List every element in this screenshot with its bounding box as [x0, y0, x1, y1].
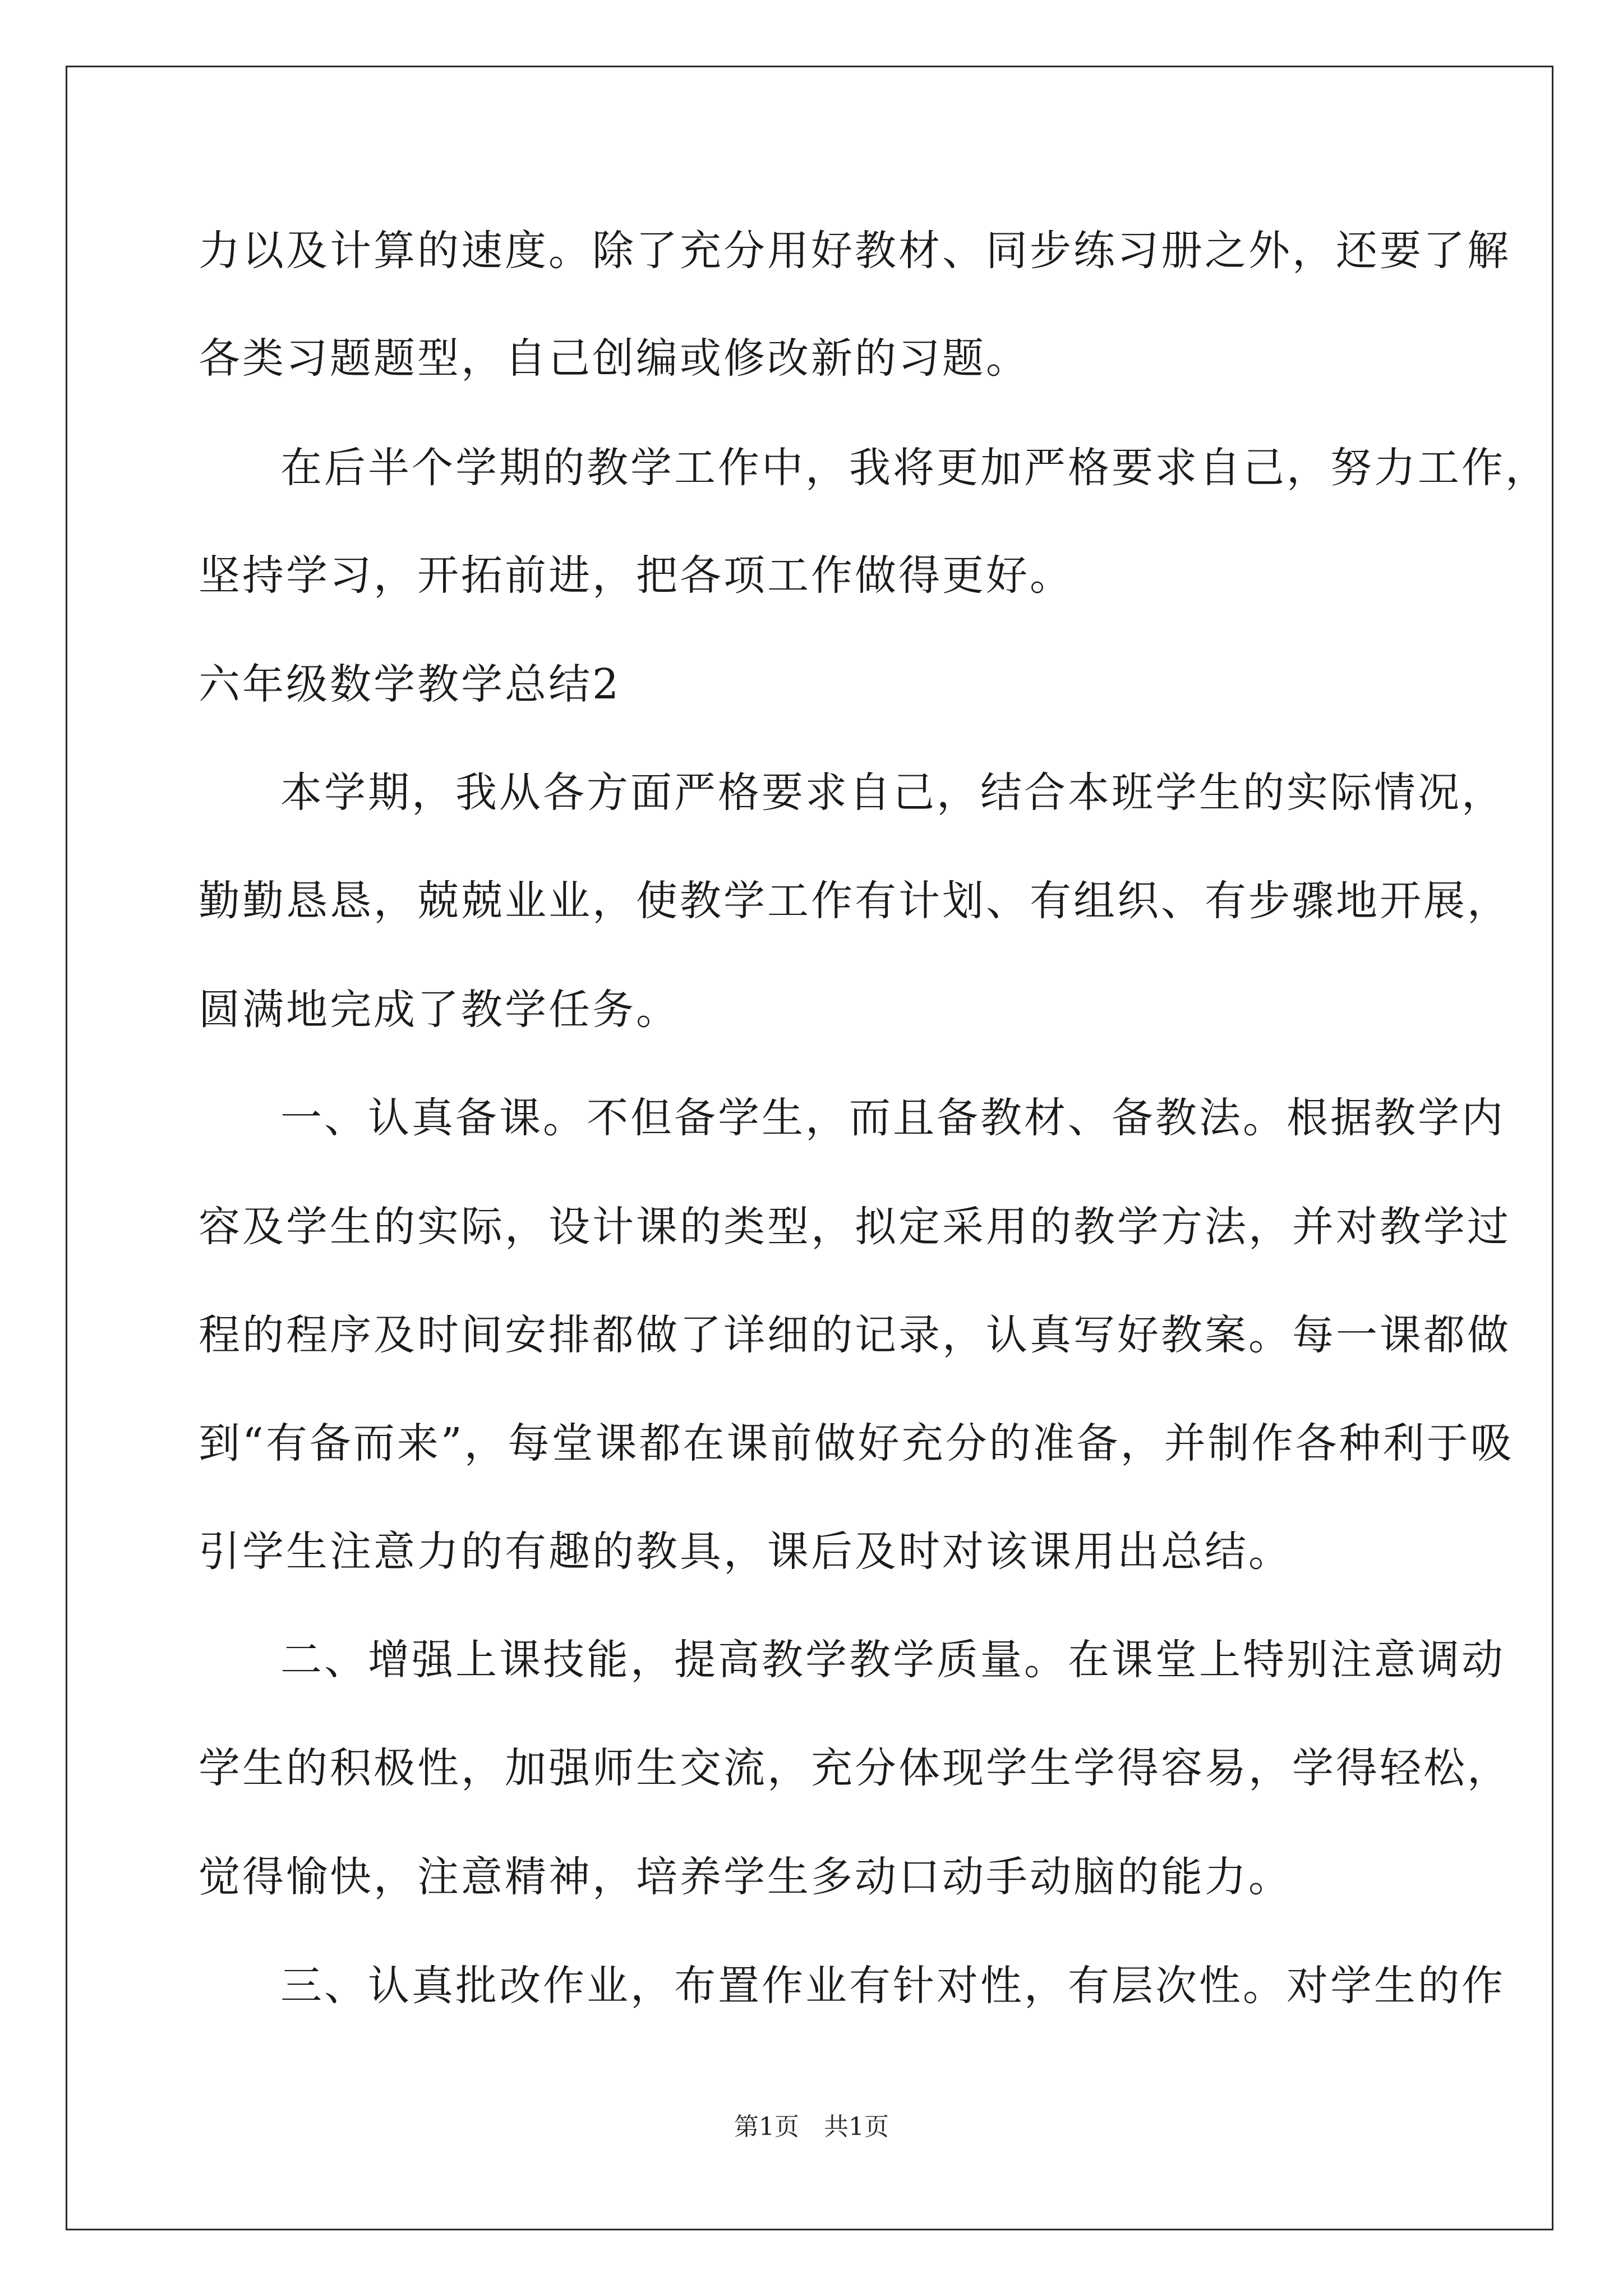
paragraph-line: 勤勤恳恳，兢兢业业，使教学工作有计划、有组织、有步骤地开展， — [199, 877, 1511, 925]
paragraph-line: 引学生注意力的有趣的教具，课后及时对该课用出总结。 — [199, 1527, 1292, 1576]
paragraph-line: 程的程序及时间安排都做了详细的记录，认真写好教案。每一课都做 — [199, 1311, 1511, 1359]
paragraph-line: 二、增强上课技能，提高教学教学质量。在课堂上特别注意调动 — [280, 1636, 1505, 1684]
paragraph-line: 学生的积极性，加强师生交流，充分体现学生学得容易，学得轻松， — [199, 1744, 1511, 1792]
paragraph-line: 容及学生的实际，设计课的类型，拟定采用的教学方法，并对教学过 — [199, 1203, 1511, 1251]
paragraph-line: 到“有备而来”，每堂课都在课前做好充分的准备，并制作各种利于吸 — [199, 1419, 1514, 1467]
paragraph-line: 坚持学习，开拓前进，把各项工作做得更好。 — [199, 551, 1073, 600]
page-footer — [0, 2115, 1623, 2139]
paragraph-line: 一、认真备课。不但备学生，而且备教材、备教法。根据教学内 — [280, 1094, 1505, 1142]
paragraph-line: 觉得愉快，注意精神，培养学生多动口动手动脑的能力。 — [199, 1853, 1292, 1901]
paragraph-line: 圆满地完成了教学任务。 — [199, 986, 680, 1034]
paragraph-line: 各类习题题型，自己创编或修改新的习题。 — [199, 334, 1030, 383]
paragraph-line: 力以及计算的速度。除了充分用好教材、同步练习册之外，还要了解 — [199, 227, 1511, 275]
page-border — [66, 66, 1553, 2230]
paragraph-line: 在后半个学期的教学工作中，我将更加严格要求自己，努力工作， — [280, 444, 1549, 492]
section-heading: 六年级数学教学总结2 — [199, 660, 621, 708]
paragraph-line: 本学期，我从各方面严格要求自己，结合本班学生的实际情况， — [280, 769, 1505, 817]
paragraph-line: 三、认真批改作业，布置作业有针对性，有层次性。对学生的作 — [280, 1962, 1505, 2010]
page-number-label: 第1页 共1页 — [734, 2113, 889, 2141]
